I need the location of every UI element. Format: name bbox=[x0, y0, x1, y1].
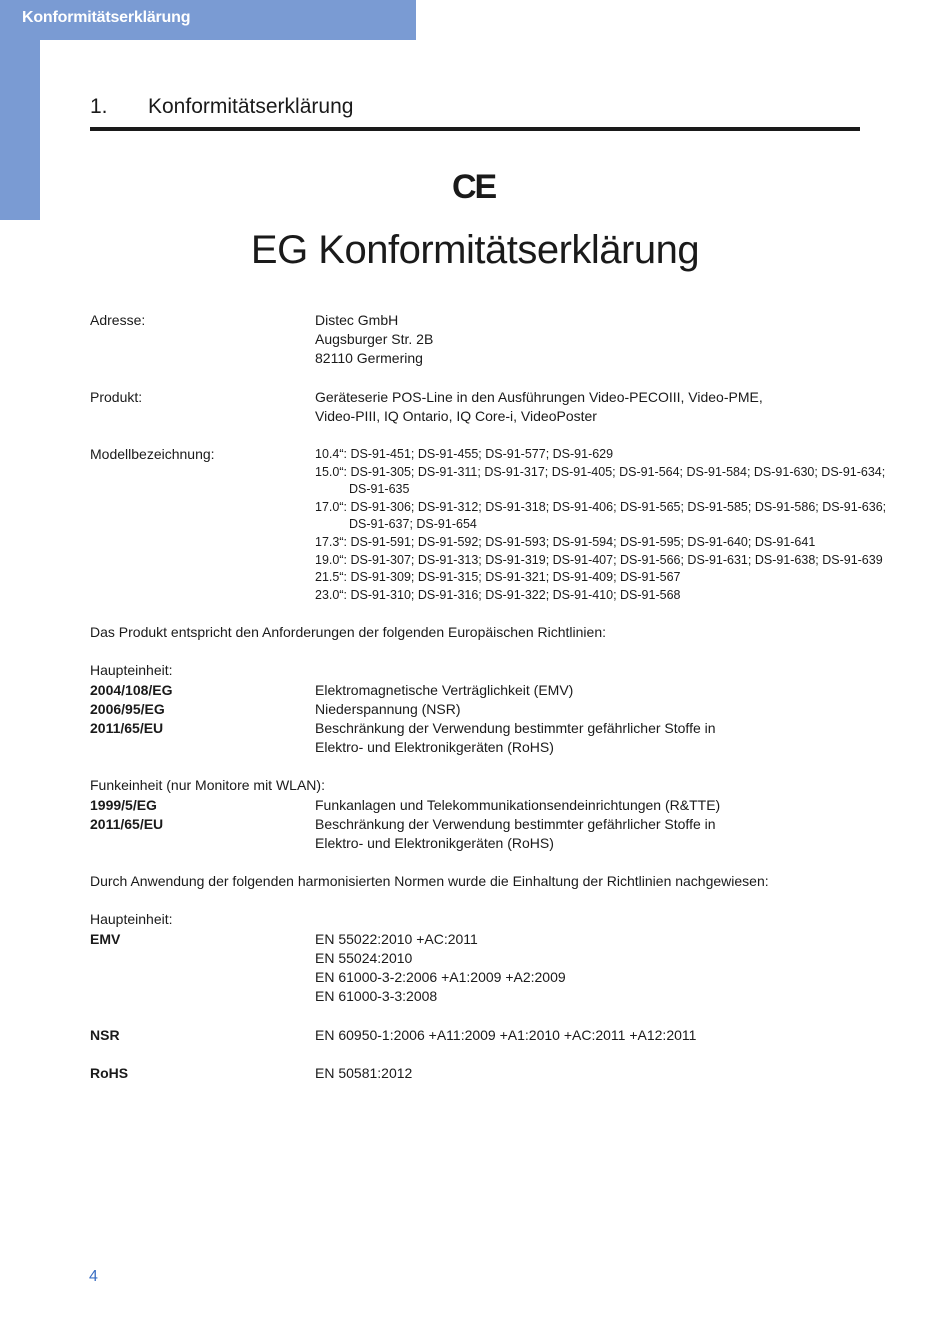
heading-rule bbox=[90, 127, 860, 131]
model-codes-continued: DS-91-637; DS-91-654 bbox=[349, 517, 477, 532]
model-size: 21.5“: bbox=[315, 570, 347, 585]
address-value bbox=[315, 311, 875, 368]
side-accent-bar bbox=[0, 40, 40, 220]
model-label: Modellbezeichnung: bbox=[90, 446, 215, 462]
model-codes: DS-91-305; DS-91-311; DS-91-317; DS-91-405; DS-91-564; DS-91-584; DS-91-630; DS-91-634; bbox=[350, 464, 886, 479]
norm-line: EN 50581:2012 bbox=[315, 1065, 413, 1081]
norms-intro: Durch Anwendung der folgenden harmonisierten Normen wurde die Einhaltung der Richtlinien nachgewiesen: bbox=[90, 873, 769, 889]
model-codes: DS-91-591; DS-91-592; DS-91-593; DS-91-594; DS-91-595; DS-91-640; DS-91-641 bbox=[350, 534, 816, 549]
product-line: Video-PIII, IQ Ontario, IQ Core-i, VideoPoster bbox=[315, 408, 597, 424]
model-entry bbox=[315, 569, 875, 587]
norm-code: RoHS bbox=[90, 1065, 129, 1081]
directive-code: 1999/5/EG bbox=[90, 797, 157, 813]
model-size: 10.4“: bbox=[315, 447, 347, 461]
main-unit-label: Haupteinheit: bbox=[90, 662, 173, 678]
radio-unit-label: Funkeinheit (nur Monitore mit WLAN): bbox=[90, 777, 325, 793]
product-label: Produkt: bbox=[90, 389, 143, 405]
directive-desc-block bbox=[315, 815, 875, 853]
header-bar bbox=[0, 0, 416, 40]
chapter-heading bbox=[90, 95, 353, 119]
address-line: 82110 Germering bbox=[315, 350, 423, 366]
model-entry bbox=[315, 587, 875, 605]
header-label: Konformitätserklärung bbox=[22, 9, 191, 26]
page-title: EG Konformitätserklärung bbox=[250, 228, 700, 272]
norm-line: EN 55022:2010 +AC:2011 bbox=[315, 931, 478, 947]
directive-desc: Niederspannung (NSR) bbox=[315, 701, 461, 717]
directive-desc: Elektro- und Elektronikgeräten (RoHS) bbox=[315, 739, 554, 755]
model-codes: DS-91-451; DS-91-455; DS-91-577; DS-91-629 bbox=[350, 447, 614, 461]
norm-line: EN 55024:2010 bbox=[315, 950, 413, 966]
directive-desc: Elektromagnetische Verträglichkeit (EMV) bbox=[315, 682, 574, 698]
product-line: Geräteserie POS-Line in den Ausführungen Video-PECOIII, Video-PME, bbox=[315, 389, 763, 405]
chapter-number: 1. bbox=[90, 95, 108, 118]
norm-line: EN 61000-3-3:2008 bbox=[315, 988, 438, 1004]
model-codes: DS-91-309; DS-91-315; DS-91-321; DS-91-409; DS-91-567 bbox=[350, 570, 681, 585]
model-list bbox=[315, 446, 887, 604]
directive-desc: Beschränkung der Verwendung bestimmter gefährlicher Stoffe in bbox=[315, 816, 716, 832]
address-label: Adresse: bbox=[90, 312, 146, 328]
directives-intro: Das Produkt entspricht den Anforderungen der folgenden Europäischen Richtlinien: bbox=[90, 624, 606, 640]
ce-mark-icon: CE bbox=[452, 168, 496, 206]
model-entry bbox=[315, 499, 887, 534]
directive-code: 2004/108/EG bbox=[90, 682, 173, 698]
directive-desc: Beschränkung der Verwendung bestimmter gefährlicher Stoffe in bbox=[315, 720, 716, 736]
directive-desc: Funkanlagen und Telekommunikationsendeinrichtungen (R&TTE) bbox=[315, 797, 721, 813]
model-size: 17.0“: bbox=[315, 499, 347, 514]
model-codes: DS-91-310; DS-91-316; DS-91-322; DS-91-410; DS-91-568 bbox=[350, 587, 681, 602]
norm-code: NSR bbox=[90, 1027, 120, 1043]
norm-code: EMV bbox=[90, 931, 121, 947]
address-line: Augsburger Str. 2B bbox=[315, 331, 434, 347]
model-entry bbox=[315, 464, 886, 499]
model-entry bbox=[315, 552, 883, 570]
norm-line: EN 60950-1:2006 +A11:2009 +A1:2010 +AC:2011 +A12:2011 bbox=[315, 1027, 697, 1043]
directive-code: 2006/95/EG bbox=[90, 701, 165, 717]
model-entry bbox=[315, 534, 875, 552]
chapter-title: Konformitätserklärung bbox=[148, 95, 354, 118]
model-size: 23.0“: bbox=[315, 587, 347, 602]
directive-desc: Elektro- und Elektronikgeräten (RoHS) bbox=[315, 835, 554, 851]
page-number: 4 bbox=[89, 1268, 98, 1285]
norms-unit-label: Haupteinheit: bbox=[90, 911, 173, 927]
model-codes: DS-91-306; DS-91-312; DS-91-318; DS-91-406; DS-91-565; DS-91-585; DS-91-586; DS-91-636; bbox=[350, 499, 887, 514]
directive-desc-block bbox=[315, 719, 875, 757]
model-codes: DS-91-307; DS-91-313; DS-91-319; DS-91-407; DS-91-566; DS-91-631; DS-91-638; DS-91-639 bbox=[350, 552, 883, 567]
norm-list bbox=[315, 930, 875, 1006]
directive-code: 2011/65/EU bbox=[90, 720, 164, 736]
model-size: 19.0“: bbox=[315, 552, 347, 567]
norm-line: EN 61000-3-2:2006 +A1:2009 +A2:2009 bbox=[315, 969, 566, 985]
model-size: 15.0“: bbox=[315, 464, 347, 479]
model-codes-continued: DS-91-635 bbox=[349, 482, 410, 497]
directive-code: 2011/65/EU bbox=[90, 816, 164, 832]
model-entry bbox=[315, 446, 875, 464]
address-line: Distec GmbH bbox=[315, 312, 399, 328]
model-size: 17.3“: bbox=[315, 534, 347, 549]
product-value bbox=[315, 388, 875, 426]
